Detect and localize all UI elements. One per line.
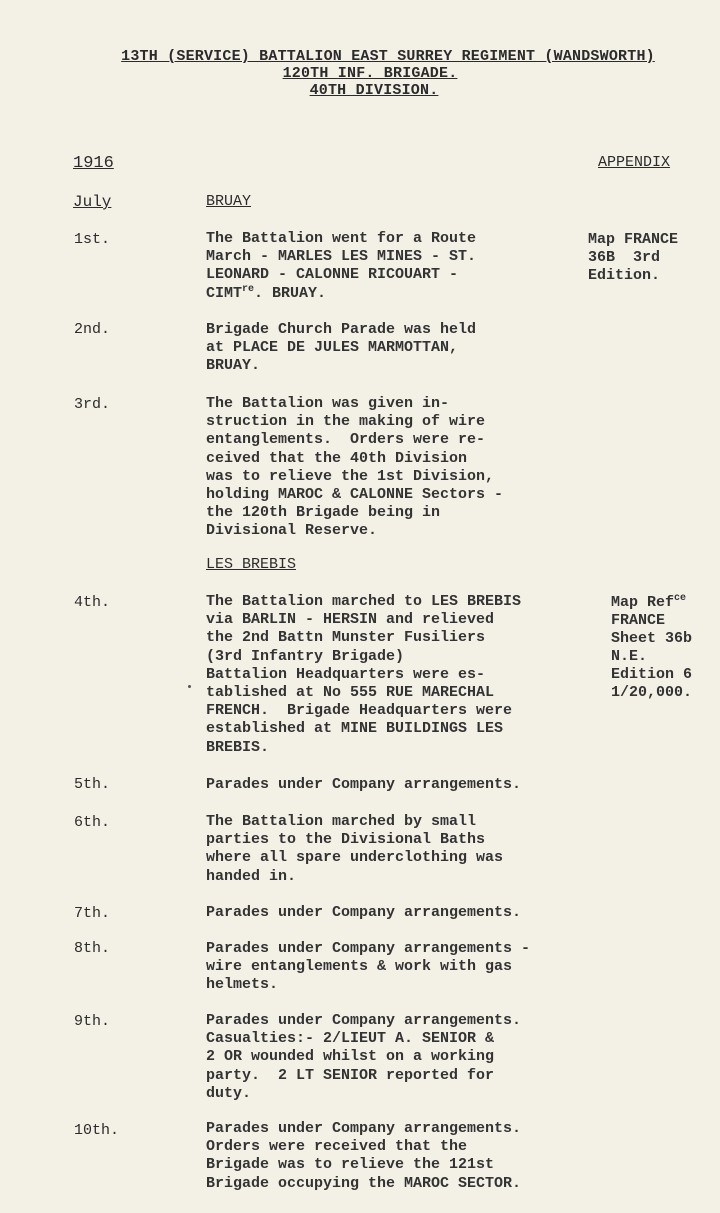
ref-text: Map Ref	[611, 594, 675, 611]
entry-text-end: . BRUAY.	[254, 284, 327, 302]
place-heading-les-brebis: LES BREBIS	[206, 556, 297, 573]
diary-entry: Parades under Company arrangements. Casualties:- 2/LIEUT A. SENIOR & 2 OR wounded whilst on a working party. 2 LT SENIOR reported for duty.	[206, 1012, 522, 1102]
diary-entry: The Battalion marched by small parties to the Divisional Baths where all spare underclothing was handed in.	[206, 813, 504, 885]
map-reference-1: Map FRANCE 36B 3rd Edition.	[588, 231, 679, 284]
ref-superscript: ce	[674, 593, 687, 604]
day-label: 9th.	[74, 1013, 111, 1030]
day-label: 10th.	[74, 1122, 120, 1139]
battalion-title: 13TH (SERVICE) BATTALION EAST SURREY REGIMENT (WANDSWORTH)	[121, 48, 655, 65]
entry-text: The Battalion went for a Route March - MARLES LES MINES - ST. LEONARD - CALONNE RICOUART - CIMT	[206, 230, 477, 302]
entry-superscript: re	[242, 283, 255, 295]
map-reference-2	[611, 594, 692, 702]
day-label: 3rd.	[74, 396, 111, 413]
division-title: 40TH DIVISION.	[309, 82, 439, 99]
day-label: 6th.	[74, 814, 111, 831]
diary-entry: The Battalion marched to LES BREBIS via BARLIN - HERSIN and relieved the 2nd Battn Munster Fusiliers (3rd Infantry Brigade) Battalion Headquarters were es- tablished at No 555 RUE MARECHAL FRENCH. Brigade Headquarters were established at MINE BUILDINGS LES BREBIS.	[206, 593, 522, 756]
day-label: 2nd.	[74, 321, 111, 338]
diary-entry: Parades under Company arrangements - wire entanglements & work with gas helmets.	[206, 940, 531, 994]
day-label: 1st.	[74, 231, 111, 248]
month-heading: July	[73, 193, 112, 211]
diary-entry: Brigade Church Parade was held at PLACE DE JULES MARMOTTAN, BRUAY.	[206, 321, 477, 375]
place-heading-bruay: BRUAY	[206, 193, 252, 210]
ref-text-rest: FRANCE Sheet 36b N.E. Edition 6 1/20,000.	[611, 612, 693, 701]
diary-entry: The Battalion was given in- struction in the making of wire entanglements. Orders were re- ceived that the 40th Division was to relieve the 1st Division, holding MAROC & CALONNE Sectors - the 120th Brigade being in Divisional Reserve.	[206, 395, 504, 540]
ink-mark	[188, 685, 191, 688]
diary-entry: Parades under Company arrangements. Orders were received that the Brigade was to relieve the 121st Brigade occupying the MAROC SECTOR.	[206, 1120, 522, 1192]
appendix-heading: APPENDIX	[598, 154, 671, 171]
year-heading: 1916	[73, 154, 114, 173]
diary-entry	[206, 230, 476, 303]
day-label: 5th.	[74, 776, 111, 793]
day-label: 7th.	[74, 905, 111, 922]
day-label: 4th.	[74, 594, 111, 611]
day-label: 8th.	[74, 940, 111, 957]
diary-entry: Parades under Company arrangements.	[206, 776, 522, 793]
brigade-title: 120TH INF. BRIGADE.	[282, 65, 458, 82]
diary-entry: Parades under Company arrangements.	[206, 904, 522, 921]
